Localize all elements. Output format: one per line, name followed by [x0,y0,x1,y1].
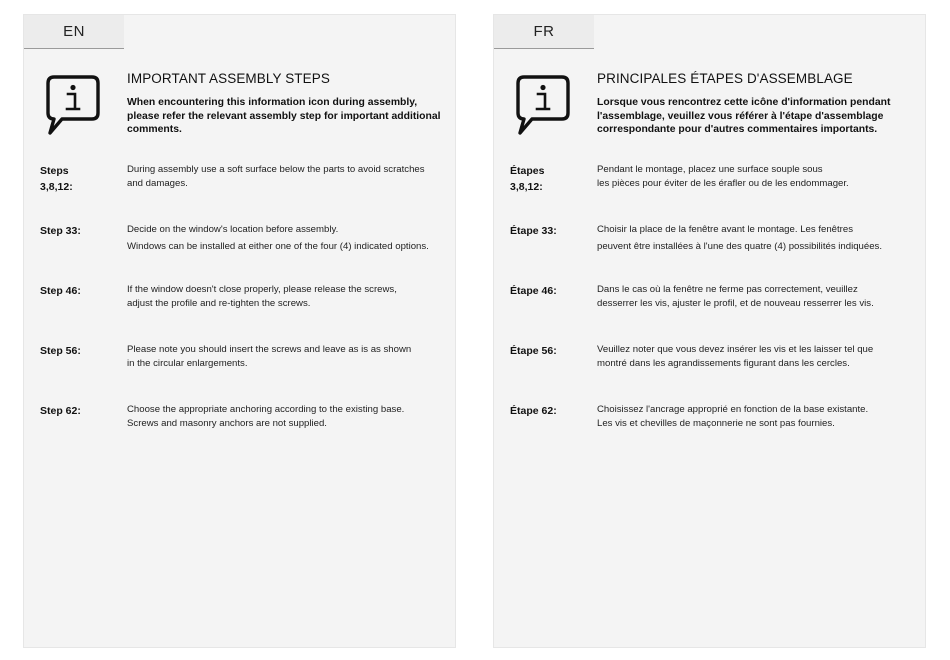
step-description: Veuillez noter que vous devez insérer les vis et les laisser tel que montré dans les agrandissements figurant dans les cercles. [597,344,874,369]
step-label: Étape 62: [510,405,557,417]
step-description: Choisir la place de la fenêtre avant le montage. Les fenêtres peuvent être installées à l'une des quatre (4) possibilités indiquées. [597,224,883,252]
page-english [23,14,456,648]
step-label: Étape 56: [510,345,557,357]
page-title: PRINCIPALES ÉTAPES D'ASSEMBLAGE [597,71,853,86]
step-description: Choisissez l'ancrage approprié en fonction de la base existante. Les vis et chevilles de maçonnerie ne sont pas fournies. [597,404,869,429]
header-block [597,71,915,137]
page-french [493,14,926,648]
step-description: Dans le cas où la fenêtre ne ferme pas correctement, veuillez desserrer les vis, ajuster le profil, et de nouveau resserrer les vis. [597,284,874,309]
info-icon [44,73,102,139]
step-label: Step 62: [40,405,81,417]
info-icon [514,73,572,139]
step-description: Choose the appropriate anchoring according to the existing base. Screws and masonry anchors are not supplied. [127,404,405,429]
step-label: Step 33: [40,225,81,237]
step-description: During assembly use a soft surface below the parts to avoid scratches and damages. [127,164,425,189]
step-description: Pendant le montage, placez une surface souple sous les pièces pour éviter de les érafler ou de les endommager. [597,164,849,189]
step-label: Étape 33: [510,225,557,237]
step-label: Étapes 3,8,12: [510,165,545,193]
header-block [127,71,445,137]
step-description: Decide on the window's location before assembly. Windows can be installed at either one of the four (4) indicated options. [127,224,429,252]
step-description: If the window doesn't close properly, please release the screws, adjust the profile and re-tighten the screws. [127,284,397,309]
step-description: Please note you should insert the screws and leave as is as shown in the circular enlargements. [127,344,412,369]
intro-text: Lorsque vous rencontrez cette icône d'information pendant l'assemblage, veuillez vous référer à l'étape d'assemblage correspondante pour d'autres commentaires importants. [597,97,891,135]
language-tab-fr: FR [494,15,594,49]
page-title: IMPORTANT ASSEMBLY STEPS [127,71,330,86]
step-label: Step 46: [40,285,81,297]
step-label: Step 56: [40,345,81,357]
step-label: Steps 3,8,12: [40,165,73,193]
step-label: Étape 46: [510,285,557,297]
intro-text: When encountering this information icon during assembly, please refer the relevant assembly step for important additional comments. [127,97,441,135]
language-tab-en: EN [24,15,124,49]
